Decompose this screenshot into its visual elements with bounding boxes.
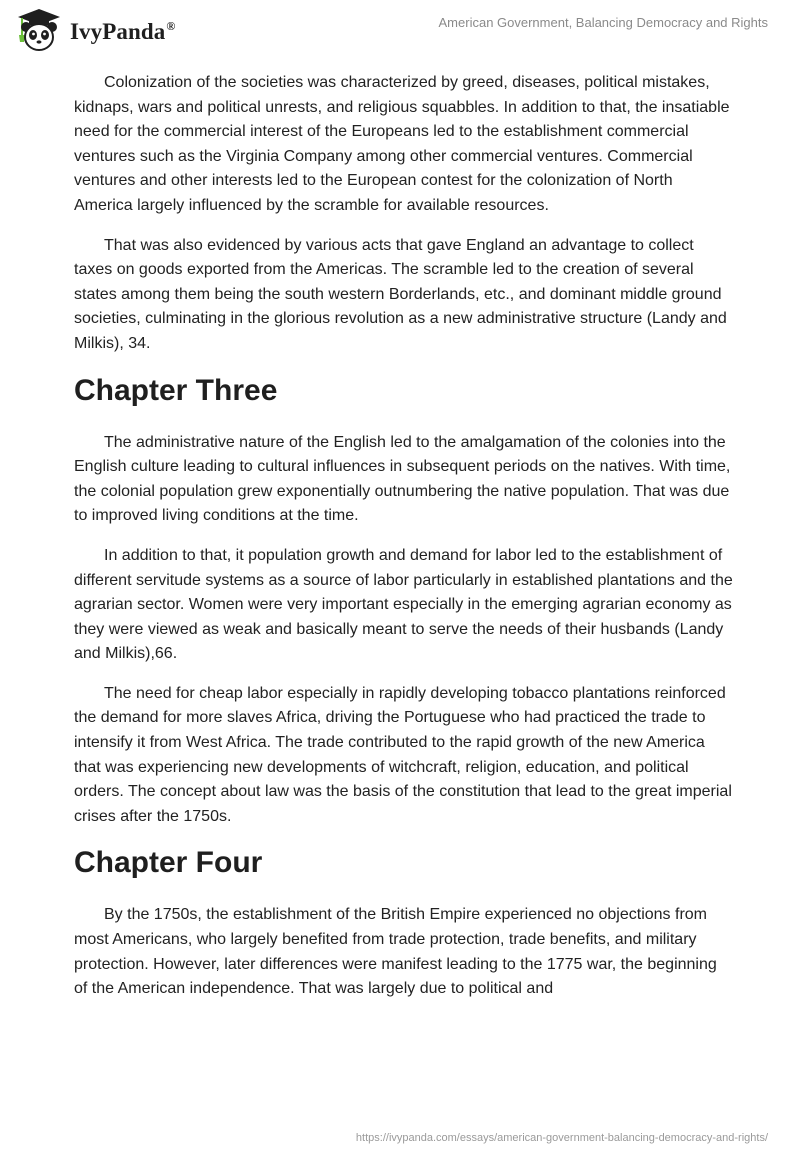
source-url[interactable]: https://ivypanda.com/essays/american-government-balancing-democracy-and-rights/ [355,1132,768,1144]
paragraph: That was also evidenced by various acts that gave England an advantage to collect taxes on goods exported from the Americas. The scramble led to the creation of several states among them being the south western Borderlands, etc., and dominant middle ground societies, culminating in the glorious revolution as a new administrative structure (Landy and Milkis), 34. [74,236,727,352]
paragraph: The administrative nature of the English led to the amalgamation of the colonies into the English culture leading to cultural influences in subsequent periods on the natives. With time, the colonial population grew exponentially outnumbering the native population. That was due to improved living conditions at the time. [74,433,731,525]
registered-mark: ® [166,19,176,34]
document-title: American Government, Balancing Democracy and Rights [438,15,768,30]
paragraph: In addition to that, it population growth and demand for labor led to the establishment of different servitude systems as a source of labor particularly in established plantations and the agrarian sector. Women were very important especially in the emerging agrarian economy as they were viewed as weak and basically meant to serve the needs of their husbands (Landy and Milkis),66. [74,546,733,663]
page-header [0,0,800,60]
logo-text: IvyPanda® [70,19,176,44]
essay-body [74,71,734,1017]
paragraph: By the 1750s, the establishment of the British Empire experienced no objections from most Americans, who largely benefited from trade protection, trade benefits, and military protection. However, later differences were manifest leading to the 1775 war, the beginning of the American independence. That was largely due to political and [74,906,717,998]
ivypanda-logo[interactable] [14,6,175,54]
section-heading: Chapter Three [74,373,278,407]
section-heading: Chapter Four [74,846,263,880]
panda-graduate-icon [14,7,64,53]
paragraph: Colonization of the societies was characterized by greed, diseases, political mistakes, kidnaps, wars and political unrests, and religious squabbles. In addition to that, the insatiable need for the commercial interest of the Europeans led to the establishment commercial ventures such as the Virginia Company among other commercial ventures. Commercial ventures and other interests led to the European contest for the colonization of North America largely influenced by the scramble for available resources. [74,74,730,214]
paragraph: The need for cheap labor especially in rapidly developing tobacco plantations reinforced the demand for more slaves Africa, driving the Portuguese who had practiced the trade to intensify it from West Africa. The trade contributed to the rapid growth of the new America that was experiencing new developments of witchcraft, religion, education, and political orders. The concept about law was the basis of the constitution that lead to the great imperial crises after the 1750s. [74,684,732,825]
